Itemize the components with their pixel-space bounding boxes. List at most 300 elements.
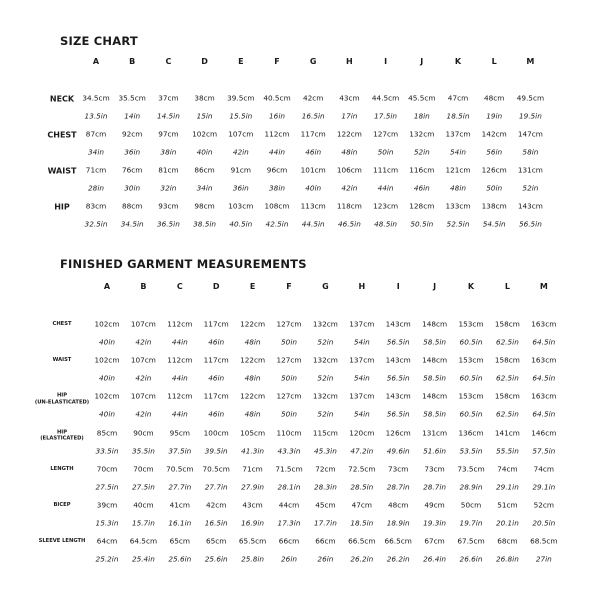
measurement-cm: 86cm: [194, 165, 215, 175]
measurement-in: 26.8in: [495, 554, 519, 564]
measurement-in: 27.9in: [241, 482, 265, 492]
measurement-in: 34in: [196, 183, 213, 193]
measurement-in: 25.4in: [131, 554, 155, 564]
size-column-header: F: [286, 282, 292, 291]
measurement-in: 58in: [522, 147, 539, 157]
measurement-in: 26.2in: [386, 554, 410, 564]
measurement-in: 35.5in: [131, 446, 155, 456]
measurement-in: 52in: [317, 409, 334, 419]
measurement-in: 14in: [124, 111, 141, 121]
measurement-cm: 64cm: [96, 536, 118, 546]
measurement-cm: 137cm: [445, 129, 471, 139]
measurement-cm: 123cm: [373, 201, 399, 211]
size-column-header: H: [358, 282, 366, 291]
measurement-in: 28.7in: [423, 482, 447, 492]
measurement-in: 58.5in: [423, 373, 447, 383]
measurement-cm: 83cm: [85, 201, 107, 211]
measurement-cm: 127cm: [276, 319, 302, 329]
measurement-cm: 143cm: [517, 201, 543, 211]
measurement-in: 54.5in: [482, 219, 506, 229]
measurement-in: 64.5in: [532, 409, 556, 419]
measurement-in: 46in: [208, 373, 225, 383]
measurement-in: 46in: [305, 147, 322, 157]
measurement-in: 29.1in: [532, 482, 556, 492]
measurement-cm: 38cm: [194, 93, 215, 103]
measurement-cm: 115cm: [312, 428, 338, 438]
measurement-in: 60.5in: [459, 373, 483, 383]
measurement-in: 27.7in: [204, 482, 228, 492]
measurement-cm: 70.5cm: [202, 464, 230, 474]
measurement-cm: 138cm: [481, 201, 507, 211]
size-column-header: G: [322, 282, 329, 291]
measurement-in: 25.6in: [204, 554, 228, 564]
measurement-cm: 116cm: [409, 165, 435, 175]
measurement-in: 16.5in: [204, 518, 228, 528]
measurement-cm: 102cm: [94, 319, 120, 329]
measurement-cm: 37cm: [158, 93, 179, 103]
measurement-in: 44in: [171, 337, 188, 347]
measurement-cm: 137cm: [349, 391, 375, 401]
measurement-in: 62.5in: [495, 373, 519, 383]
measurement-cm: 95cm: [169, 428, 190, 438]
measurement-in: 52.5in: [446, 219, 470, 229]
measurement-cm: 96cm: [266, 165, 288, 175]
measurement-cm: 40cm: [133, 500, 154, 510]
measurement-cm: 103cm: [228, 201, 254, 211]
measurement-cm: 128cm: [409, 201, 435, 211]
measurement-in: 58.5in: [423, 337, 447, 347]
measurement-in: 57.5in: [532, 446, 556, 456]
measurement-in: 16.9in: [241, 518, 265, 528]
measurement-in: 39.5in: [204, 446, 228, 456]
measurement-cm: 90cm: [133, 428, 154, 438]
measurement-cm: 40.5cm: [263, 93, 291, 103]
measurement-cm: 34.5cm: [82, 93, 110, 103]
size-column-header: G: [309, 57, 317, 66]
measurement-cm: 81cm: [158, 165, 179, 175]
measurement-in: 42in: [135, 337, 152, 347]
measurement-cm: 112cm: [167, 355, 193, 365]
measurement-in: 60.5in: [459, 337, 483, 347]
measurement-cm: 74cm: [497, 464, 518, 474]
measurement-cm: 142cm: [481, 129, 507, 139]
measurement-in: 54in: [353, 409, 370, 419]
measurement-cm: 48cm: [483, 93, 505, 103]
row-label: [39, 538, 86, 545]
measurement-in: 26.4in: [423, 554, 447, 564]
measurement-in: 54in: [353, 337, 370, 347]
measurement-cm: 122cm: [240, 355, 266, 365]
row-label: [35, 393, 89, 406]
measurement-in: 28.5in: [350, 482, 374, 492]
row-label: [40, 429, 84, 442]
row-label-hip: HIP: [54, 202, 70, 212]
size-column-header: J: [420, 57, 424, 66]
row-label-line: BICEP: [53, 501, 71, 508]
measurement-cm: 153cm: [458, 391, 484, 401]
measurement-cm: 45.5cm: [408, 93, 436, 103]
measurement-cm: 49cm: [424, 500, 445, 510]
measurement-cm: 66.5cm: [348, 536, 376, 546]
measurement-cm: 126cm: [385, 428, 411, 438]
measurement-in: 34in: [88, 147, 104, 157]
measurement-cm: 92cm: [121, 129, 143, 139]
measurement-in: 38in: [160, 147, 177, 157]
measurement-cm: 73.5cm: [457, 464, 485, 474]
measurement-in: 44in: [377, 183, 394, 193]
measurement-cm: 147cm: [517, 129, 543, 139]
measurement-cm: 48cm: [387, 500, 409, 510]
measurement-in: 17.3in: [277, 518, 301, 528]
row-label-waist: WAIST: [47, 166, 77, 176]
measurement-in: 50in: [281, 373, 297, 383]
measurement-in: 40in: [99, 373, 115, 383]
measurement-cm: 88cm: [121, 201, 143, 211]
measurement-cm: 163cm: [531, 391, 557, 401]
measurement-cm: 126cm: [481, 165, 507, 175]
measurement-cm: 42cm: [302, 93, 324, 103]
measurement-cm: 71cm: [242, 464, 263, 474]
measurement-cm: 66cm: [315, 536, 336, 546]
measurement-in: 52in: [522, 183, 539, 193]
measurement-in: 46.5in: [337, 219, 361, 229]
measurement-cm: 148cm: [422, 355, 448, 365]
measurement-cm: 68.5cm: [530, 536, 558, 546]
measurement-cm: 111cm: [373, 165, 399, 175]
measurement-cm: 106cm: [336, 165, 362, 175]
row-label: [50, 466, 73, 473]
measurement-cm: 65.5cm: [238, 536, 267, 546]
measurement-cm: 131cm: [517, 165, 543, 175]
measurement-cm: 121cm: [445, 165, 471, 175]
measurement-in: 27.7in: [168, 482, 192, 492]
measurement-in: 28.1in: [277, 482, 301, 492]
measurement-cm: 52cm: [533, 500, 554, 510]
measurement-in: 40.5in: [229, 219, 253, 229]
measurement-cm: 71.5cm: [275, 464, 303, 474]
measurement-cm: 163cm: [531, 355, 557, 365]
measurement-in: 26in: [281, 554, 297, 564]
measurement-in: 26in: [317, 554, 334, 564]
measurement-cm: 39.5cm: [227, 93, 255, 103]
measurement-cm: 44cm: [278, 500, 300, 510]
measurement-cm: 70cm: [133, 464, 154, 474]
measurement-cm: 42cm: [205, 500, 227, 510]
measurement-in: 36in: [232, 183, 249, 193]
measurement-in: 56.5in: [386, 409, 410, 419]
measurement-cm: 158cm: [494, 391, 520, 401]
measurement-in: 58.5in: [423, 409, 447, 419]
row-label-line: (ELASTICATED): [40, 435, 84, 442]
measurement-in: 64.5in: [532, 337, 556, 347]
measurement-in: 33.5in: [95, 446, 119, 456]
measurement-in: 28.9in: [459, 482, 483, 492]
size-column-header: L: [504, 282, 510, 291]
size-column-header: E: [249, 282, 256, 291]
measurement-cm: 72.5cm: [348, 464, 376, 474]
measurement-cm: 102cm: [192, 129, 218, 139]
measurement-cm: 120cm: [349, 428, 375, 438]
measurement-in: 42in: [232, 147, 249, 157]
measurement-cm: 133cm: [445, 201, 471, 211]
measurement-cm: 141cm: [494, 428, 520, 438]
measurement-cm: 44.5cm: [371, 93, 400, 103]
measurement-cm: 163cm: [531, 319, 557, 329]
measurement-in: 28in: [88, 183, 104, 193]
size-column-header: H: [346, 57, 353, 66]
measurement-in: 46in: [413, 183, 430, 193]
measurement-cm: 107cm: [228, 129, 254, 139]
measurement-cm: 136cm: [458, 428, 484, 438]
measurement-cm: 137cm: [349, 355, 375, 365]
measurement-in: 48.5in: [374, 219, 398, 229]
measurement-in: 46in: [208, 337, 225, 347]
measurement-cm: 117cm: [203, 391, 229, 401]
measurement-cm: 100cm: [203, 428, 229, 438]
measurement-cm: 132cm: [312, 391, 338, 401]
size-column-header: D: [201, 57, 208, 66]
measurement-cm: 122cm: [240, 319, 266, 329]
measurement-in: 36.5in: [156, 219, 180, 229]
measurement-cm: 137cm: [349, 319, 375, 329]
measurement-cm: 66.5cm: [384, 536, 412, 546]
measurement-cm: 97cm: [158, 129, 179, 139]
size-column-header: I: [396, 282, 400, 291]
measurement-cm: 108cm: [264, 201, 290, 211]
measurement-in: 44in: [171, 409, 188, 419]
size-column-header: A: [103, 282, 111, 291]
measurement-in: 60.5in: [459, 409, 483, 419]
measurement-cm: 65cm: [169, 536, 190, 546]
measurement-cm: 67.5cm: [457, 536, 485, 546]
measurement-in: 32in: [160, 183, 177, 193]
measurement-cm: 73cm: [387, 464, 409, 474]
measurement-cm: 71cm: [85, 165, 107, 175]
size-chart-title: SIZE CHART: [60, 34, 138, 48]
measurement-cm: 117cm: [300, 129, 326, 139]
measurement-cm: 107cm: [130, 319, 156, 329]
measurement-in: 16.1in: [168, 518, 192, 528]
measurement-cm: 67cm: [424, 536, 445, 546]
measurement-in: 42in: [341, 183, 358, 193]
measurement-cm: 66cm: [278, 536, 300, 546]
measurement-in: 27.5in: [95, 482, 119, 492]
measurement-in: 44in: [269, 147, 285, 157]
measurement-in: 26.6in: [459, 554, 483, 564]
measurement-cm: 105cm: [240, 428, 266, 438]
measurement-in: 18.9in: [386, 518, 410, 528]
measurement-cm: 68cm: [497, 536, 518, 546]
row-label: [53, 357, 72, 364]
measurement-cm: 107cm: [130, 355, 156, 365]
measurement-in: 54in: [450, 147, 466, 157]
measurement-in: 42in: [135, 409, 152, 419]
row-label: [53, 321, 72, 328]
measurement-in: 48in: [450, 183, 466, 193]
measurement-in: 38.5in: [193, 219, 217, 229]
measurement-in: 52in: [413, 147, 430, 157]
size-column-header: L: [491, 57, 497, 66]
measurement-cm: 93cm: [158, 201, 179, 211]
measurement-in: 15in: [196, 111, 213, 121]
measurement-cm: 117cm: [203, 355, 229, 365]
measurement-cm: 50cm: [460, 500, 482, 510]
measurement-in: 25.8in: [241, 554, 265, 564]
size-column-header: K: [454, 57, 462, 66]
measurement-in: 15.7in: [131, 518, 155, 528]
measurement-in: 19in: [486, 111, 503, 121]
measurement-cm: 72cm: [315, 464, 336, 474]
measurement-in: 29.1in: [495, 482, 519, 492]
measurement-cm: 127cm: [373, 129, 399, 139]
measurement-cm: 65cm: [205, 536, 227, 546]
size-column-header: M: [539, 282, 548, 291]
measurement-in: 16in: [269, 111, 285, 121]
measurement-cm: 64.5cm: [129, 536, 158, 546]
measurement-cm: 70.5cm: [166, 464, 194, 474]
measurement-in: 32.5in: [84, 219, 108, 229]
measurement-in: 25.6in: [168, 554, 192, 564]
measurement-cm: 131cm: [422, 428, 448, 438]
measurement-in: 30in: [124, 183, 141, 193]
measurement-in: 50in: [486, 183, 503, 193]
measurement-in: 45.3in: [313, 446, 337, 456]
measurement-in: 40in: [196, 147, 213, 157]
measurement-cm: 43cm: [339, 93, 360, 103]
finished-garment-title: FINISHED GARMENT MEASUREMENTS: [60, 257, 307, 271]
measurement-in: 36in: [124, 147, 141, 157]
measurement-in: 27.5in: [131, 482, 155, 492]
measurement-cm: 73cm: [424, 464, 445, 474]
measurement-cm: 143cm: [385, 355, 411, 365]
size-column-header: I: [384, 57, 388, 66]
measurement-in: 19.3in: [423, 518, 447, 528]
measurement-in: 50in: [377, 147, 394, 157]
measurement-in: 28.3in: [313, 482, 337, 492]
measurement-cm: 74cm: [533, 464, 554, 474]
measurement-in: 56in: [486, 147, 503, 157]
measurement-cm: 122cm: [240, 391, 266, 401]
measurement-cm: 101cm: [300, 165, 326, 175]
size-column-header: M: [526, 57, 535, 66]
measurement-cm: 158cm: [494, 355, 520, 365]
measurement-in: 47.2in: [350, 446, 374, 456]
size-column-header: C: [165, 57, 172, 66]
measurement-in: 18.5in: [446, 111, 470, 121]
size-column-header: C: [176, 282, 183, 291]
measurement-in: 64.5in: [532, 373, 556, 383]
measurement-in: 13.5in: [84, 111, 108, 121]
measurement-in: 19.7in: [459, 518, 483, 528]
measurement-cm: 87cm: [85, 129, 107, 139]
measurement-in: 42.5in: [265, 219, 289, 229]
measurement-in: 34.5in: [120, 219, 144, 229]
measurement-cm: 76cm: [121, 165, 143, 175]
measurement-in: 15.3in: [95, 518, 119, 528]
measurement-in: 14.5in: [156, 111, 180, 121]
size-column-header: B: [129, 57, 136, 66]
size-column-header: E: [238, 57, 244, 66]
size-column-header: F: [274, 57, 280, 66]
measurement-in: 15.5in: [229, 111, 253, 121]
measurement-in: 18in: [413, 111, 430, 121]
measurement-cm: 49.5cm: [516, 93, 545, 103]
measurement-cm: 47cm: [447, 93, 469, 103]
size-column-header: D: [212, 282, 220, 291]
measurement-in: 46in: [208, 409, 225, 419]
measurement-in: 53.5in: [459, 446, 483, 456]
measurement-cm: 153cm: [458, 355, 484, 365]
measurement-cm: 70cm: [96, 464, 118, 474]
measurement-in: 28.7in: [386, 482, 410, 492]
measurement-in: 44.5in: [301, 219, 325, 229]
measurement-in: 56.5in: [386, 337, 410, 347]
measurement-in: 40in: [305, 183, 322, 193]
measurement-in: 52in: [317, 373, 334, 383]
measurement-in: 41.3in: [241, 446, 265, 456]
measurement-cm: 132cm: [312, 319, 338, 329]
measurement-in: 18.5in: [350, 518, 374, 528]
measurement-cm: 148cm: [422, 391, 448, 401]
measurement-cm: 117cm: [203, 319, 229, 329]
measurement-cm: 153cm: [458, 319, 484, 329]
measurement-cm: 39cm: [96, 500, 118, 510]
measurement-in: 43.3in: [277, 446, 301, 456]
measurement-cm: 127cm: [276, 391, 302, 401]
measurement-cm: 113cm: [300, 201, 326, 211]
measurement-in: 56.5in: [386, 373, 410, 383]
measurement-in: 26.2in: [350, 554, 374, 564]
measurement-cm: 132cm: [312, 355, 338, 365]
measurement-cm: 110cm: [276, 428, 302, 438]
measurement-cm: 47cm: [351, 500, 372, 510]
measurement-cm: 102cm: [94, 355, 120, 365]
measurement-in: 56.5in: [518, 219, 542, 229]
measurement-cm: 127cm: [276, 355, 302, 365]
measurement-cm: 107cm: [130, 391, 156, 401]
measurement-cm: 118cm: [336, 201, 362, 211]
measurement-cm: 132cm: [409, 129, 435, 139]
measurement-cm: 35.5cm: [118, 93, 146, 103]
measurement-cm: 85cm: [96, 428, 118, 438]
measurement-in: 51.6in: [423, 446, 447, 456]
measurement-cm: 143cm: [385, 319, 411, 329]
measurement-cm: 91cm: [230, 165, 251, 175]
measurement-in: 52in: [317, 337, 334, 347]
measurement-cm: 112cm: [167, 319, 193, 329]
measurement-in: 40in: [99, 337, 115, 347]
measurement-in: 17.5in: [374, 111, 398, 121]
row-label: [53, 502, 70, 509]
measurement-in: 48in: [244, 409, 261, 419]
measurement-in: 17.7in: [313, 518, 337, 528]
measurement-in: 49.6in: [386, 446, 410, 456]
row-label-chest: CHEST: [47, 130, 77, 140]
row-label-line: WAIST: [52, 356, 72, 363]
measurement-cm: 158cm: [494, 319, 520, 329]
size-column-header: A: [92, 57, 100, 66]
measurement-in: 50in: [281, 409, 297, 419]
measurement-cm: 146cm: [531, 428, 557, 438]
measurement-cm: 43cm: [242, 500, 263, 510]
measurement-cm: 98cm: [194, 201, 215, 211]
measurement-cm: 112cm: [167, 391, 193, 401]
measurement-in: 27in: [535, 554, 552, 564]
measurement-in: 38in: [269, 183, 285, 193]
measurement-in: 42in: [135, 373, 152, 383]
row-label-line: SLEEVE LENGTH: [38, 537, 86, 544]
measurement-cm: 112cm: [264, 129, 290, 139]
